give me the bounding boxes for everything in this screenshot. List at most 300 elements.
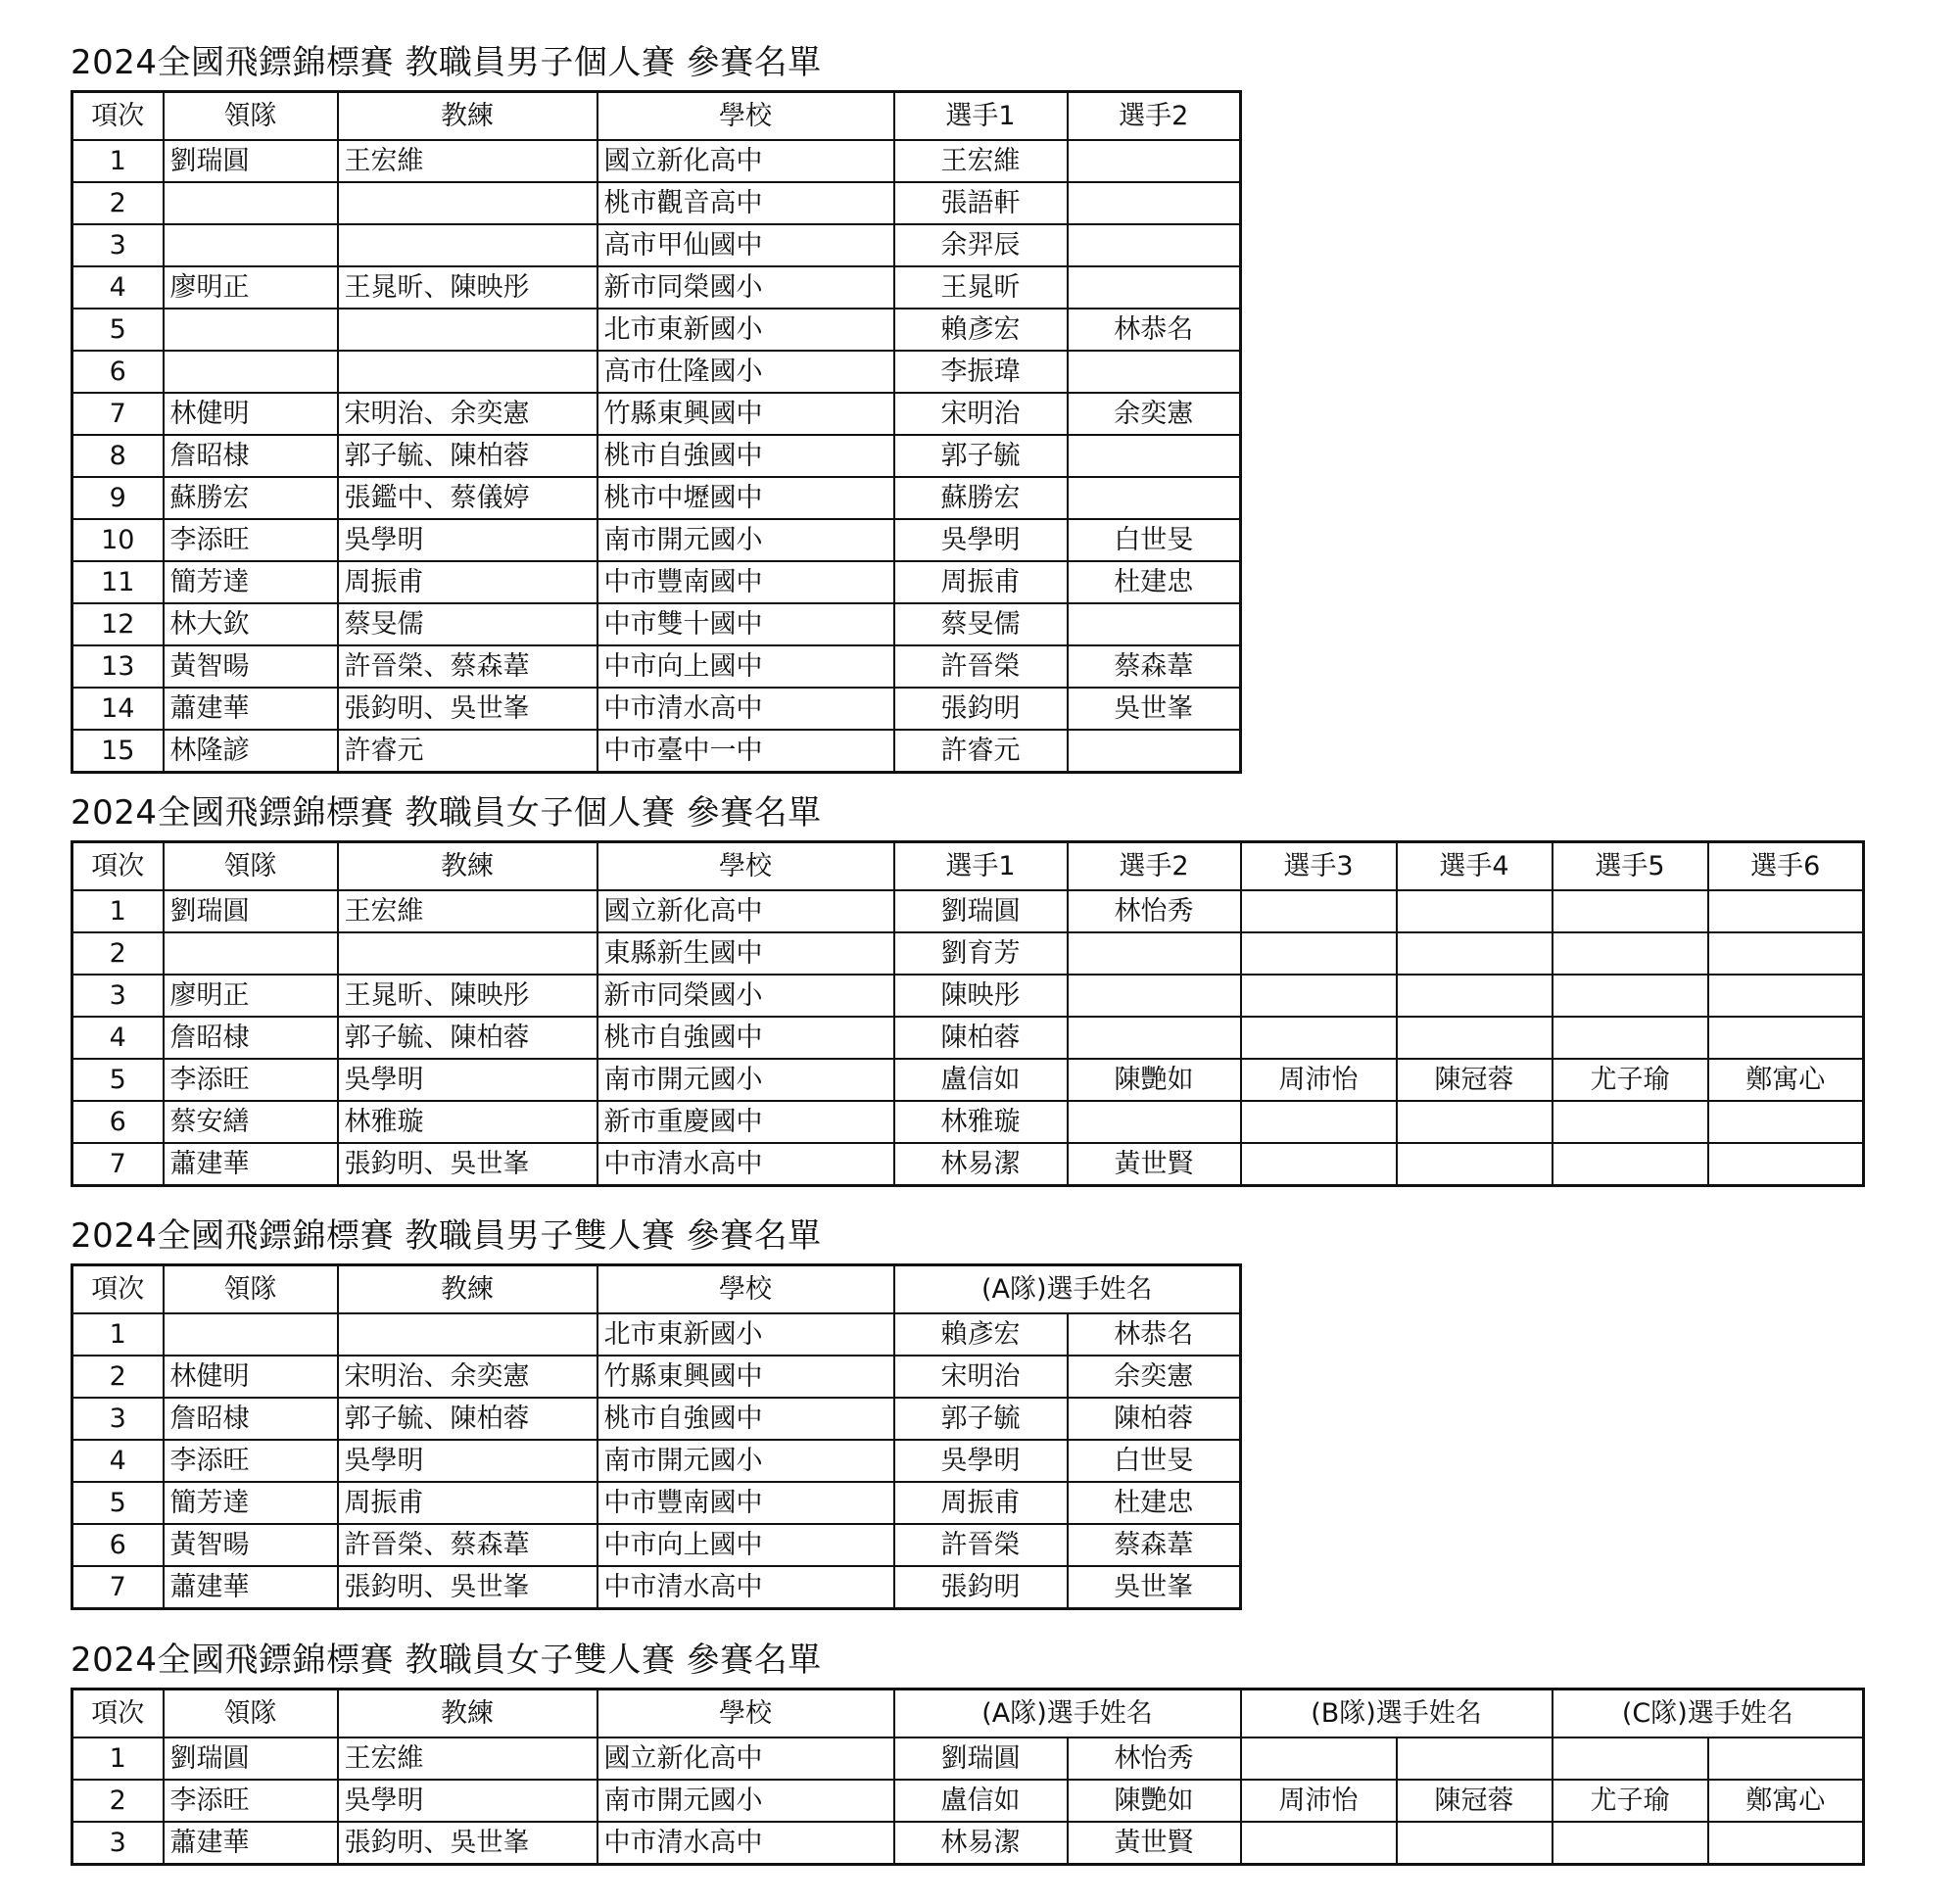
- col-header-player: (A隊)選手姓名: [894, 1690, 1241, 1738]
- table-row: [72, 730, 1241, 773]
- index-cell: 10: [72, 519, 164, 561]
- player-cell: 林易潔: [894, 1143, 1068, 1186]
- roster-table: [71, 840, 1865, 1187]
- index-cell: 2: [72, 932, 164, 975]
- player-cell: [1241, 1822, 1397, 1865]
- table-row: [72, 603, 1241, 645]
- school-cell: 新市重慶國中: [597, 1101, 894, 1143]
- player-cell: [1241, 975, 1397, 1017]
- index-cell: 15: [72, 730, 164, 773]
- school-cell: 高市仕隆國小: [597, 351, 894, 393]
- index-cell: 12: [72, 603, 164, 645]
- player-cell: 王晁昕: [894, 266, 1068, 309]
- leader-cell: 林大欽: [164, 603, 338, 645]
- player-cell: 白世旻: [1068, 1440, 1241, 1482]
- col-header-player: (C隊)選手姓名: [1553, 1690, 1864, 1738]
- school-cell: 桃市自強國中: [597, 1017, 894, 1059]
- player-cell: [1708, 1101, 1864, 1143]
- school-cell: 北市東新國小: [597, 1313, 894, 1356]
- player-cell: 周沛怡: [1241, 1059, 1397, 1101]
- coach-cell: 宋明治、余奕憲: [338, 393, 597, 435]
- col-header-leader: 領隊: [164, 1265, 338, 1314]
- coach-cell: 吳學明: [338, 1059, 597, 1101]
- table-row: [72, 182, 1241, 224]
- coach-cell: 張鑑中、蔡儀婷: [338, 477, 597, 519]
- player-cell: [1397, 975, 1553, 1017]
- player-cell: 林怡秀: [1068, 1737, 1241, 1780]
- player-cell: 宋明治: [894, 1356, 1068, 1398]
- col-header-index: 項次: [72, 842, 164, 891]
- leader-cell: [164, 1313, 338, 1356]
- school-cell: 南市開元國小: [597, 1059, 894, 1101]
- coach-cell: 蔡旻儒: [338, 603, 597, 645]
- table-row: [72, 1143, 1864, 1186]
- index-cell: 2: [72, 1356, 164, 1398]
- leader-cell: 李添旺: [164, 1059, 338, 1101]
- table-row: [72, 890, 1864, 932]
- index-cell: 2: [72, 1780, 164, 1822]
- leader-cell: 詹昭棣: [164, 1017, 338, 1059]
- section-men-doubles: [71, 1216, 1242, 1610]
- table-row: [72, 1566, 1241, 1609]
- table-row: [72, 266, 1241, 309]
- player-cell: [1068, 1101, 1241, 1143]
- table-row: [72, 393, 1241, 435]
- index-cell: 3: [72, 975, 164, 1017]
- leader-cell: 蔡安繕: [164, 1101, 338, 1143]
- leader-cell: [164, 309, 338, 351]
- player-cell: 林怡秀: [1068, 890, 1241, 932]
- school-cell: 中市向上國中: [597, 645, 894, 688]
- table-row: [72, 1482, 1241, 1524]
- player-cell: [1068, 182, 1241, 224]
- player-cell: 尤子瑜: [1553, 1059, 1708, 1101]
- player-cell: 盧信如: [894, 1059, 1068, 1101]
- player-cell: 張鈞明: [894, 688, 1068, 730]
- leader-cell: 廖明正: [164, 975, 338, 1017]
- player-cell: 李振瑋: [894, 351, 1068, 393]
- table-row: [72, 975, 1864, 1017]
- index-cell: 3: [72, 224, 164, 266]
- player-cell: 劉育芳: [894, 932, 1068, 975]
- coach-cell: 王宏維: [338, 890, 597, 932]
- leader-cell: 蕭建華: [164, 1143, 338, 1186]
- player-cell: [1553, 1143, 1708, 1186]
- col-header-player: (B隊)選手姓名: [1241, 1690, 1553, 1738]
- player-cell: 陳映彤: [894, 975, 1068, 1017]
- school-cell: 中市向上國中: [597, 1524, 894, 1566]
- school-cell: 新市同榮國小: [597, 266, 894, 309]
- col-header-leader: 領隊: [164, 842, 338, 891]
- player-cell: 陳冠蓉: [1397, 1059, 1553, 1101]
- player-cell: 吳世峯: [1068, 688, 1241, 730]
- player-cell: 林恭名: [1068, 1313, 1241, 1356]
- player-cell: 尤子瑜: [1553, 1780, 1708, 1822]
- coach-cell: 王宏維: [338, 1737, 597, 1780]
- header-row: [72, 92, 1241, 141]
- leader-cell: [164, 224, 338, 266]
- col-header-index: 項次: [72, 1265, 164, 1314]
- player-cell: 郭子毓: [894, 435, 1068, 477]
- player-cell: 賴彥宏: [894, 309, 1068, 351]
- leader-cell: 林隆諺: [164, 730, 338, 773]
- player-cell: 郭子毓: [894, 1398, 1068, 1440]
- player-cell: [1708, 1737, 1864, 1780]
- player-cell: 白世旻: [1068, 519, 1241, 561]
- player-cell: [1553, 1101, 1708, 1143]
- col-header-coach: 教練: [338, 92, 597, 141]
- player-cell: 陳柏蓉: [1068, 1398, 1241, 1440]
- leader-cell: 蕭建華: [164, 688, 338, 730]
- coach-cell: 王晁昕、陳映彤: [338, 266, 597, 309]
- index-cell: 7: [72, 1143, 164, 1186]
- player-cell: [1068, 477, 1241, 519]
- table-row: [72, 1101, 1864, 1143]
- player-cell: 蔡森葦: [1068, 645, 1241, 688]
- player-cell: [1068, 1017, 1241, 1059]
- section-women-doubles: [71, 1641, 1865, 1866]
- player-cell: 黃世賢: [1068, 1822, 1241, 1865]
- index-cell: 4: [72, 266, 164, 309]
- coach-cell: 宋明治、余奕憲: [338, 1356, 597, 1398]
- player-cell: 周振甫: [894, 1482, 1068, 1524]
- leader-cell: 簡芳達: [164, 561, 338, 603]
- leader-cell: 劉瑞圓: [164, 890, 338, 932]
- player-cell: 劉瑞圓: [894, 1737, 1068, 1780]
- player-cell: 吳學明: [894, 1440, 1068, 1482]
- player-cell: [1708, 932, 1864, 975]
- table-row: [72, 1313, 1241, 1356]
- coach-cell: 郭子毓、陳柏蓉: [338, 1398, 597, 1440]
- table-row: [72, 1356, 1241, 1398]
- col-header-player: 選手6: [1708, 842, 1864, 891]
- player-cell: [1553, 890, 1708, 932]
- school-cell: 中市清水高中: [597, 1143, 894, 1186]
- leader-cell: 簡芳達: [164, 1482, 338, 1524]
- player-cell: 許睿元: [894, 730, 1068, 773]
- school-cell: 南市開元國小: [597, 1780, 894, 1822]
- player-cell: [1397, 932, 1553, 975]
- header-row: [72, 1265, 1241, 1314]
- coach-cell: [338, 351, 597, 393]
- col-header-player: 選手2: [1068, 842, 1241, 891]
- index-cell: 4: [72, 1440, 164, 1482]
- leader-cell: [164, 932, 338, 975]
- player-cell: [1397, 1101, 1553, 1143]
- player-cell: 吳世峯: [1068, 1566, 1241, 1609]
- col-header-leader: 領隊: [164, 1690, 338, 1738]
- leader-cell: 黃智暘: [164, 1524, 338, 1566]
- leader-cell: 廖明正: [164, 266, 338, 309]
- col-header-coach: 教練: [338, 1265, 597, 1314]
- player-cell: 賴彥宏: [894, 1313, 1068, 1356]
- table-row: [72, 561, 1241, 603]
- table-row: [72, 1017, 1864, 1059]
- coach-cell: [338, 224, 597, 266]
- player-cell: 許晉榮: [894, 1524, 1068, 1566]
- school-cell: 中市豐南國中: [597, 561, 894, 603]
- coach-cell: 郭子毓、陳柏蓉: [338, 435, 597, 477]
- col-header-player: 選手1: [894, 842, 1068, 891]
- player-cell: [1241, 1143, 1397, 1186]
- index-cell: 6: [72, 351, 164, 393]
- col-header-player: 選手1: [894, 92, 1068, 141]
- player-cell: [1068, 224, 1241, 266]
- coach-cell: 許晉榮、蔡森葦: [338, 645, 597, 688]
- coach-cell: [338, 932, 597, 975]
- table-row: [72, 688, 1241, 730]
- table-row: [72, 224, 1241, 266]
- player-cell: 張語軒: [894, 182, 1068, 224]
- roster-table: [71, 90, 1242, 774]
- index-cell: 6: [72, 1524, 164, 1566]
- leader-cell: 李添旺: [164, 1440, 338, 1482]
- player-cell: 陳艷如: [1068, 1059, 1241, 1101]
- coach-cell: 張鈞明、吳世峯: [338, 1143, 597, 1186]
- player-cell: [1241, 932, 1397, 975]
- col-header-player: 選手5: [1553, 842, 1708, 891]
- coach-cell: 吳學明: [338, 1440, 597, 1482]
- leader-cell: 蕭建華: [164, 1566, 338, 1609]
- school-cell: 中市臺中一中: [597, 730, 894, 773]
- player-cell: [1068, 266, 1241, 309]
- coach-cell: 吳學明: [338, 519, 597, 561]
- table-row: [72, 519, 1241, 561]
- table-row: [72, 351, 1241, 393]
- leader-cell: 詹昭棣: [164, 435, 338, 477]
- index-cell: 1: [72, 1737, 164, 1780]
- section-title: 2024全國飛鏢錦標賽 教職員女子個人賽 參賽名單: [71, 793, 822, 833]
- table-row: [72, 309, 1241, 351]
- player-cell: [1397, 1822, 1553, 1865]
- index-cell: 11: [72, 561, 164, 603]
- index-cell: 7: [72, 1566, 164, 1609]
- school-cell: 中市清水高中: [597, 688, 894, 730]
- school-cell: 竹縣東興國中: [597, 393, 894, 435]
- player-cell: 余奕憲: [1068, 393, 1241, 435]
- leader-cell: 李添旺: [164, 1780, 338, 1822]
- coach-cell: 周振甫: [338, 1482, 597, 1524]
- section-title: 2024全國飛鏢錦標賽 教職員男子雙人賽 參賽名單: [71, 1216, 822, 1256]
- index-cell: 3: [72, 1398, 164, 1440]
- table-row: [72, 1737, 1864, 1780]
- player-cell: [1068, 730, 1241, 773]
- player-cell: [1068, 435, 1241, 477]
- index-cell: 9: [72, 477, 164, 519]
- coach-cell: 吳學明: [338, 1780, 597, 1822]
- player-cell: 鄭寓心: [1708, 1780, 1864, 1822]
- school-cell: 國立新化高中: [597, 140, 894, 182]
- index-cell: 1: [72, 890, 164, 932]
- player-cell: 陳柏蓉: [894, 1017, 1068, 1059]
- section-title: 2024全國飛鏢錦標賽 教職員女子雙人賽 參賽名單: [71, 1641, 822, 1680]
- school-cell: 高市甲仙國中: [597, 224, 894, 266]
- player-cell: 周振甫: [894, 561, 1068, 603]
- leader-cell: 蕭建華: [164, 1822, 338, 1865]
- player-cell: 林雅璇: [894, 1101, 1068, 1143]
- section-men-individual: [71, 43, 1242, 774]
- school-cell: 竹縣東興國中: [597, 1356, 894, 1398]
- player-cell: 黃世賢: [1068, 1143, 1241, 1186]
- player-cell: 杜建忠: [1068, 1482, 1241, 1524]
- col-header-coach: 教練: [338, 842, 597, 891]
- table-row: [72, 1059, 1864, 1101]
- school-cell: 新市同榮國小: [597, 975, 894, 1017]
- player-cell: 蘇勝宏: [894, 477, 1068, 519]
- coach-cell: 張鈞明、吳世峯: [338, 1566, 597, 1609]
- table-row: [72, 1780, 1864, 1822]
- coach-cell: 王晁昕、陳映彤: [338, 975, 597, 1017]
- roster-table: [71, 1263, 1242, 1610]
- player-cell: [1068, 140, 1241, 182]
- index-cell: 2: [72, 182, 164, 224]
- col-header-player: 選手4: [1397, 842, 1553, 891]
- school-cell: 北市東新國小: [597, 309, 894, 351]
- col-header-player: 選手3: [1241, 842, 1397, 891]
- player-cell: 林恭名: [1068, 309, 1241, 351]
- col-header-player: (A隊)選手姓名: [894, 1265, 1241, 1314]
- player-cell: 陳艷如: [1068, 1780, 1241, 1822]
- leader-cell: 劉瑞圓: [164, 140, 338, 182]
- school-cell: 南市開元國小: [597, 519, 894, 561]
- school-cell: 中市清水高中: [597, 1566, 894, 1609]
- section-title: 2024全國飛鏢錦標賽 教職員男子個人賽 參賽名單: [71, 43, 822, 82]
- index-cell: 3: [72, 1822, 164, 1865]
- school-cell: 中市豐南國中: [597, 1482, 894, 1524]
- coach-cell: 張鈞明、吳世峯: [338, 1822, 597, 1865]
- player-cell: [1241, 890, 1397, 932]
- coach-cell: 許晉榮、蔡森葦: [338, 1524, 597, 1566]
- player-cell: 吳學明: [894, 519, 1068, 561]
- table-row: [72, 1524, 1241, 1566]
- col-header-school: 學校: [597, 1690, 894, 1738]
- table-row: [72, 932, 1864, 975]
- col-header-index: 項次: [72, 92, 164, 141]
- player-cell: [1553, 975, 1708, 1017]
- player-cell: 許晉榮: [894, 645, 1068, 688]
- player-cell: [1068, 351, 1241, 393]
- coach-cell: 林雅璇: [338, 1101, 597, 1143]
- coach-cell: 郭子毓、陳柏蓉: [338, 1017, 597, 1059]
- coach-cell: 王宏維: [338, 140, 597, 182]
- player-cell: [1553, 1017, 1708, 1059]
- school-cell: 中市雙十國中: [597, 603, 894, 645]
- index-cell: 5: [72, 1482, 164, 1524]
- player-cell: 劉瑞圓: [894, 890, 1068, 932]
- player-cell: [1553, 1822, 1708, 1865]
- player-cell: 盧信如: [894, 1780, 1068, 1822]
- player-cell: 宋明治: [894, 393, 1068, 435]
- school-cell: 桃市自強國中: [597, 1398, 894, 1440]
- table-row: [72, 435, 1241, 477]
- player-cell: [1068, 975, 1241, 1017]
- school-cell: 桃市觀音高中: [597, 182, 894, 224]
- player-cell: [1068, 932, 1241, 975]
- player-cell: [1397, 1143, 1553, 1186]
- col-header-school: 學校: [597, 92, 894, 141]
- table-row: [72, 140, 1241, 182]
- leader-cell: 黃智暘: [164, 645, 338, 688]
- table-row: [72, 1398, 1241, 1440]
- col-header-index: 項次: [72, 1690, 164, 1738]
- header-row: [72, 842, 1864, 891]
- roster-table: [71, 1688, 1865, 1866]
- player-cell: 林易潔: [894, 1822, 1068, 1865]
- table-row: [72, 645, 1241, 688]
- index-cell: 5: [72, 309, 164, 351]
- player-cell: [1708, 1143, 1864, 1186]
- coach-cell: [338, 182, 597, 224]
- col-header-leader: 領隊: [164, 92, 338, 141]
- leader-cell: 林健明: [164, 1356, 338, 1398]
- player-cell: [1708, 1822, 1864, 1865]
- school-cell: 桃市中壢國中: [597, 477, 894, 519]
- leader-cell: 劉瑞圓: [164, 1737, 338, 1780]
- leader-cell: 李添旺: [164, 519, 338, 561]
- col-header-coach: 教練: [338, 1690, 597, 1738]
- col-header-player: 選手2: [1068, 92, 1241, 141]
- player-cell: 張鈞明: [894, 1566, 1068, 1609]
- player-cell: [1241, 1101, 1397, 1143]
- player-cell: 鄭寓心: [1708, 1059, 1864, 1101]
- player-cell: [1397, 1017, 1553, 1059]
- col-header-school: 學校: [597, 1265, 894, 1314]
- index-cell: 7: [72, 393, 164, 435]
- leader-cell: 林健明: [164, 393, 338, 435]
- player-cell: 余奕憲: [1068, 1356, 1241, 1398]
- player-cell: [1397, 890, 1553, 932]
- player-cell: [1068, 603, 1241, 645]
- coach-cell: [338, 309, 597, 351]
- player-cell: 余羿辰: [894, 224, 1068, 266]
- school-cell: 國立新化高中: [597, 1737, 894, 1780]
- index-cell: 8: [72, 435, 164, 477]
- school-cell: 桃市自強國中: [597, 435, 894, 477]
- coach-cell: 周振甫: [338, 561, 597, 603]
- player-cell: [1553, 932, 1708, 975]
- player-cell: 陳冠蓉: [1397, 1780, 1553, 1822]
- player-cell: [1708, 1017, 1864, 1059]
- coach-cell: 許睿元: [338, 730, 597, 773]
- player-cell: 周沛怡: [1241, 1780, 1397, 1822]
- table-row: [72, 1440, 1241, 1482]
- school-cell: 國立新化高中: [597, 890, 894, 932]
- table-row: [72, 477, 1241, 519]
- player-cell: 杜建忠: [1068, 561, 1241, 603]
- index-cell: 1: [72, 1313, 164, 1356]
- index-cell: 4: [72, 1017, 164, 1059]
- leader-cell: [164, 351, 338, 393]
- school-cell: 東縣新生國中: [597, 932, 894, 975]
- index-cell: 14: [72, 688, 164, 730]
- header-row: [72, 1690, 1864, 1738]
- player-cell: [1397, 1737, 1553, 1780]
- player-cell: [1241, 1017, 1397, 1059]
- player-cell: [1708, 975, 1864, 1017]
- coach-cell: 張鈞明、吳世峯: [338, 688, 597, 730]
- school-cell: 中市清水高中: [597, 1822, 894, 1865]
- index-cell: 13: [72, 645, 164, 688]
- index-cell: 1: [72, 140, 164, 182]
- index-cell: 5: [72, 1059, 164, 1101]
- coach-cell: [338, 1313, 597, 1356]
- school-cell: 南市開元國小: [597, 1440, 894, 1482]
- player-cell: 王宏維: [894, 140, 1068, 182]
- player-cell: [1241, 1737, 1397, 1780]
- table-row: [72, 1822, 1864, 1865]
- col-header-school: 學校: [597, 842, 894, 891]
- player-cell: 蔡森葦: [1068, 1524, 1241, 1566]
